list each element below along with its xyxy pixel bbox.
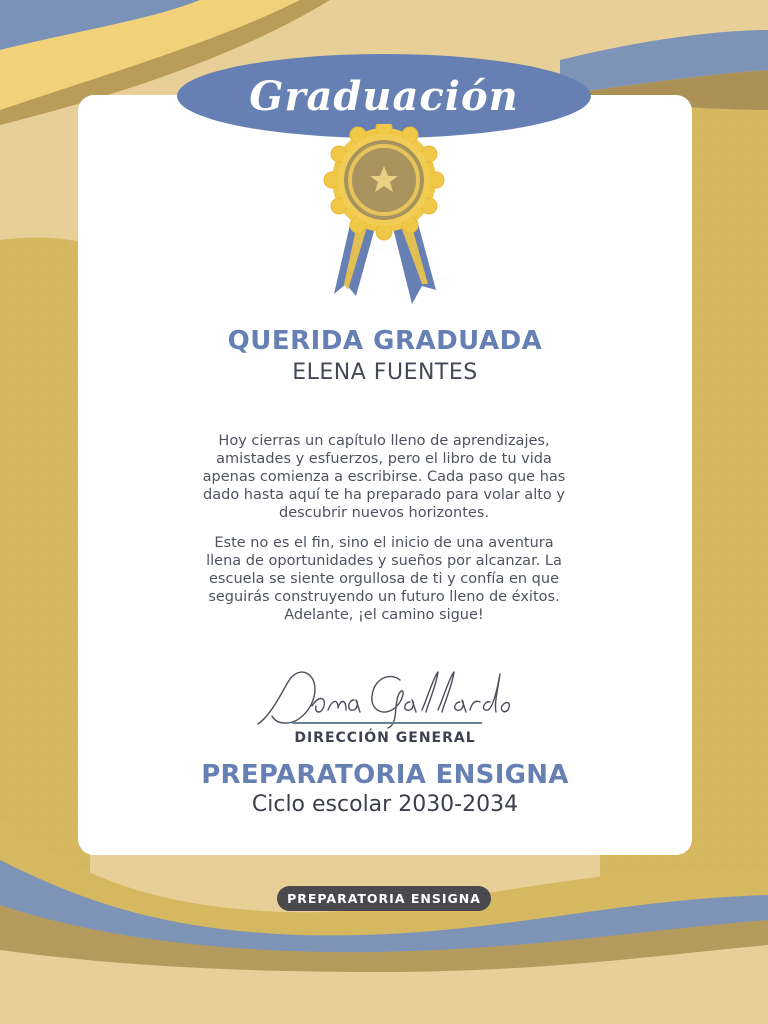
message-line: amistades y esfuerzos, pero el libro de tu vida xyxy=(216,451,552,467)
message-line: descubrir nuevos horizontes. xyxy=(278,505,490,521)
message-line: Este no es el fin, sino el inicio de una aventura xyxy=(214,535,554,551)
message-paragraph-1 xyxy=(160,432,608,522)
message-line: Adelante, ¡el camino sigue! xyxy=(284,607,484,623)
message-line: apenas comienza a escribirse. Cada paso que has xyxy=(202,469,566,485)
message-line: Hoy cierras un capítulo lleno de aprendizajes, xyxy=(218,433,550,449)
message-line: dado hasta aquí te ha preparado para volar alto y xyxy=(203,487,565,503)
school-cycle: Ciclo escolar 2030-2034 xyxy=(251,792,519,817)
signature-line xyxy=(292,722,482,724)
signer-role: DIRECCIÓN GENERAL xyxy=(294,730,476,746)
recipient-name: ELENA FUENTES xyxy=(292,360,478,385)
handwritten-signature xyxy=(250,666,512,730)
message-paragraph-2 xyxy=(160,534,608,624)
message-line: seguirás construyendo un futuro lleno de éxitos. xyxy=(208,589,560,605)
footer-badge: PREPARATORIA ENSIGNA xyxy=(277,886,491,911)
message-line: escuela se siente orgullosa de ti y confía en que xyxy=(209,571,559,587)
message-line: llena de oportunidades y sueños por alcanzar. La xyxy=(206,553,562,569)
certificate-title: Graduación xyxy=(249,72,519,120)
medal-ribbon-icon xyxy=(318,124,450,308)
school-name: PREPARATORIA ENSIGNA xyxy=(201,760,569,790)
recipient-greeting: QUERIDA GRADUADA xyxy=(227,326,543,356)
